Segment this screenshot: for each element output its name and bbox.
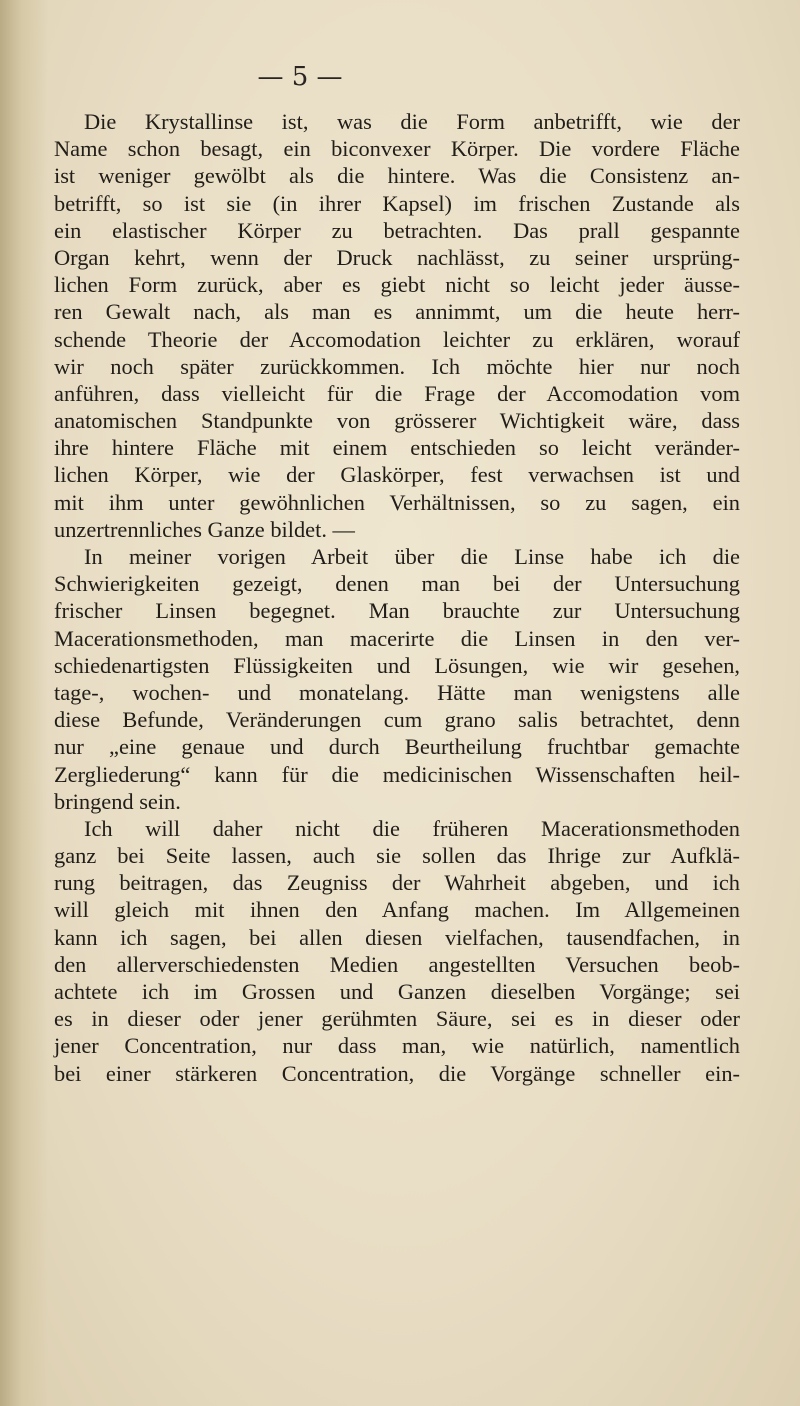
text-line: betrifft, so ist sie (in ihrer Kapsel) im frischen Zustande als (54, 190, 740, 216)
text-line: Schwierigkeiten gezeigt, denen man bei der Untersuchung (54, 571, 740, 597)
body-text (54, 108, 740, 1087)
text-line: Organ kehrt, wenn der Druck nachlässt, zu seiner ursprüng- (54, 244, 740, 270)
text-line: diese Befunde, Veränderungen cum grano salis betrachtet, denn (54, 707, 740, 733)
text-line: Die Krystallinse ist, was die Form anbetrifft, wie der (84, 109, 740, 134)
text-line: anführen, dass vielleicht für die Frage der Accomodation vom (54, 380, 740, 406)
text-line: jener Concentration, nur dass man, wie natürlich, namentlich (54, 1033, 740, 1059)
page-number: — 5 — (257, 62, 343, 92)
text-line: In meiner vorigen Arbeit über die Linse habe ich die (84, 544, 740, 569)
text-line: ren Gewalt nach, als man es annimmt, um die heute herr- (54, 299, 740, 325)
page-gutter-shadow (0, 0, 48, 1406)
text-line: mit ihm unter gewöhnlichen Verhältnissen, so zu sagen, ein (54, 489, 740, 515)
text-line: Ich will daher nicht die früheren Macerationsmethoden (84, 815, 740, 841)
text-line: bei einer stärkeren Concentration, die Vorgänge schneller ein- (54, 1060, 740, 1086)
text-line: ganz bei Seite lassen, auch sie sollen das Ihrige zur Aufklä- (54, 843, 740, 869)
text-line: anatomischen Standpunkte von grösserer Wichtigkeit wäre, dass (54, 408, 740, 434)
text-line: achtete ich im Grossen und Ganzen dieselben Vorgänge; sei (54, 979, 740, 1004)
text-line: tage-, wochen- und monatelang. Hätte man wenigstens alle (54, 679, 740, 705)
text-line: kann ich sagen, bei allen diesen vielfachen, tausendfachen, in (54, 924, 740, 950)
text-line: ihre hintere Fläche mit einem entschieden so leicht veränder- (54, 435, 740, 461)
text-line: lichen Form zurück, aber es giebt nicht so leicht jeder äusse- (54, 272, 740, 298)
text-line: wir noch später zurückkommen. Ich möchte hier nur noch (54, 353, 740, 379)
text-line: es in dieser oder jener gerühmten Säure, sei es in dieser oder (54, 1006, 740, 1032)
text-line: schende Theorie der Accomodation leichter zu erklären, worauf (54, 326, 740, 352)
text-line: frischer Linsen begegnet. Man brauchte zur Untersuchung (54, 598, 740, 624)
text-line: Macerationsmethoden, man macerirte die Linsen in den ver- (54, 625, 740, 651)
text-line: Zergliederung“ kann für die medicinischen Wissenschaften heil- (54, 761, 740, 787)
text-line: den allerverschiedensten Medien angestellten Versuchen beob- (54, 951, 740, 977)
text-line: rung beitragen, das Zeugniss der Wahrheit abgeben, und ich (54, 870, 740, 896)
text-line: Name schon besagt, ein biconvexer Körper. Die vordere Fläche (54, 136, 740, 162)
text-line: schiedenartigsten Flüssigkeiten und Lösungen, wie wir gesehen, (54, 652, 740, 678)
text-line: ist weniger gewölbt als die hintere. Was die Consistenz an- (54, 163, 740, 189)
text-line: nur „eine genaue und durch Beurtheilung fruchtbar gemachte (54, 734, 740, 760)
text-line: will gleich mit ihnen den Anfang machen. Im Allgemeinen (54, 897, 740, 923)
text-line: bringend sein. (54, 788, 181, 814)
text-line: ein elastischer Körper zu betrachten. Das prall gespannte (54, 217, 740, 243)
text-line: lichen Körper, wie der Glaskörper, fest verwachsen ist und (54, 462, 740, 488)
text-line: unzertrennliches Ganze bildet. — (54, 516, 355, 542)
